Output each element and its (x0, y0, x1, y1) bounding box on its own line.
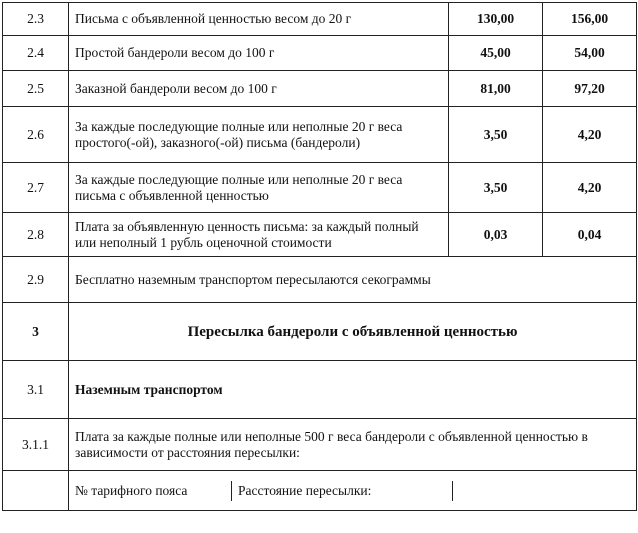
table-row (3, 36, 637, 71)
section-title: Пересылка бандероли с объявленной ценностью (69, 303, 637, 361)
section-number: 3 (3, 303, 69, 361)
row-number: 2.9 (3, 257, 69, 303)
price-2: 54,00 (543, 36, 637, 71)
row-description: Плата за объявленную ценность письма: за каждый полный или неполный 1 рубль оценочной стоимости (69, 213, 449, 257)
row-description: За каждые последующие полные или неполные 20 г веса письма с объявленной ценностью (69, 163, 449, 213)
distance-label: Расстояние пересылки: (232, 481, 453, 501)
row-description: Заказной бандероли весом до 100 г (69, 71, 449, 107)
row-description: Бесплатно наземным транспортом пересылаются секограммы (69, 257, 637, 303)
empty-cell (3, 471, 69, 511)
price-1: 130,00 (449, 3, 543, 36)
row-number: 2.7 (3, 163, 69, 213)
row-number: 2.5 (3, 71, 69, 107)
subsection-number: 3.1 (3, 361, 69, 419)
row-number: 3.1.1 (3, 419, 69, 471)
row-number: 2.3 (3, 3, 69, 36)
table-row (3, 3, 637, 36)
price-2: 4,20 (543, 107, 637, 163)
section-row (3, 303, 637, 361)
zone-distance-cell (69, 471, 637, 511)
table-row (3, 163, 637, 213)
price-1: 3,50 (449, 163, 543, 213)
table-row (3, 471, 637, 511)
table-row (3, 107, 637, 163)
price-2: 97,20 (543, 71, 637, 107)
subsection-title: Наземным транспортом (69, 361, 637, 419)
row-description: Простой бандероли весом до 100 г (69, 36, 449, 71)
tariff-table (2, 2, 637, 511)
price-2: 156,00 (543, 3, 637, 36)
table-row (3, 213, 637, 257)
price-1: 45,00 (449, 36, 543, 71)
price-1: 81,00 (449, 71, 543, 107)
row-description: Письма с объявленной ценностью весом до 20 г (69, 3, 449, 36)
price-1: 3,50 (449, 107, 543, 163)
price-2: 4,20 (543, 163, 637, 213)
empty-subcell (453, 481, 636, 501)
row-description: За каждые последующие полные или неполные 20 г веса простого(-ой), заказного(-ой) письма (бандероли) (69, 107, 449, 163)
row-number: 2.6 (3, 107, 69, 163)
table-row (3, 71, 637, 107)
row-number: 2.4 (3, 36, 69, 71)
row-description: Плата за каждые полные или неполные 500 г веса бандероли с объявленной ценностью в зависимости от расстояния пересылки: (69, 419, 637, 471)
table-row (3, 419, 637, 471)
table-row (3, 257, 637, 303)
price-2: 0,04 (543, 213, 637, 257)
row-number: 2.8 (3, 213, 69, 257)
zone-label: № тарифного пояса (69, 481, 232, 501)
price-1: 0,03 (449, 213, 543, 257)
subsection-row (3, 361, 637, 419)
